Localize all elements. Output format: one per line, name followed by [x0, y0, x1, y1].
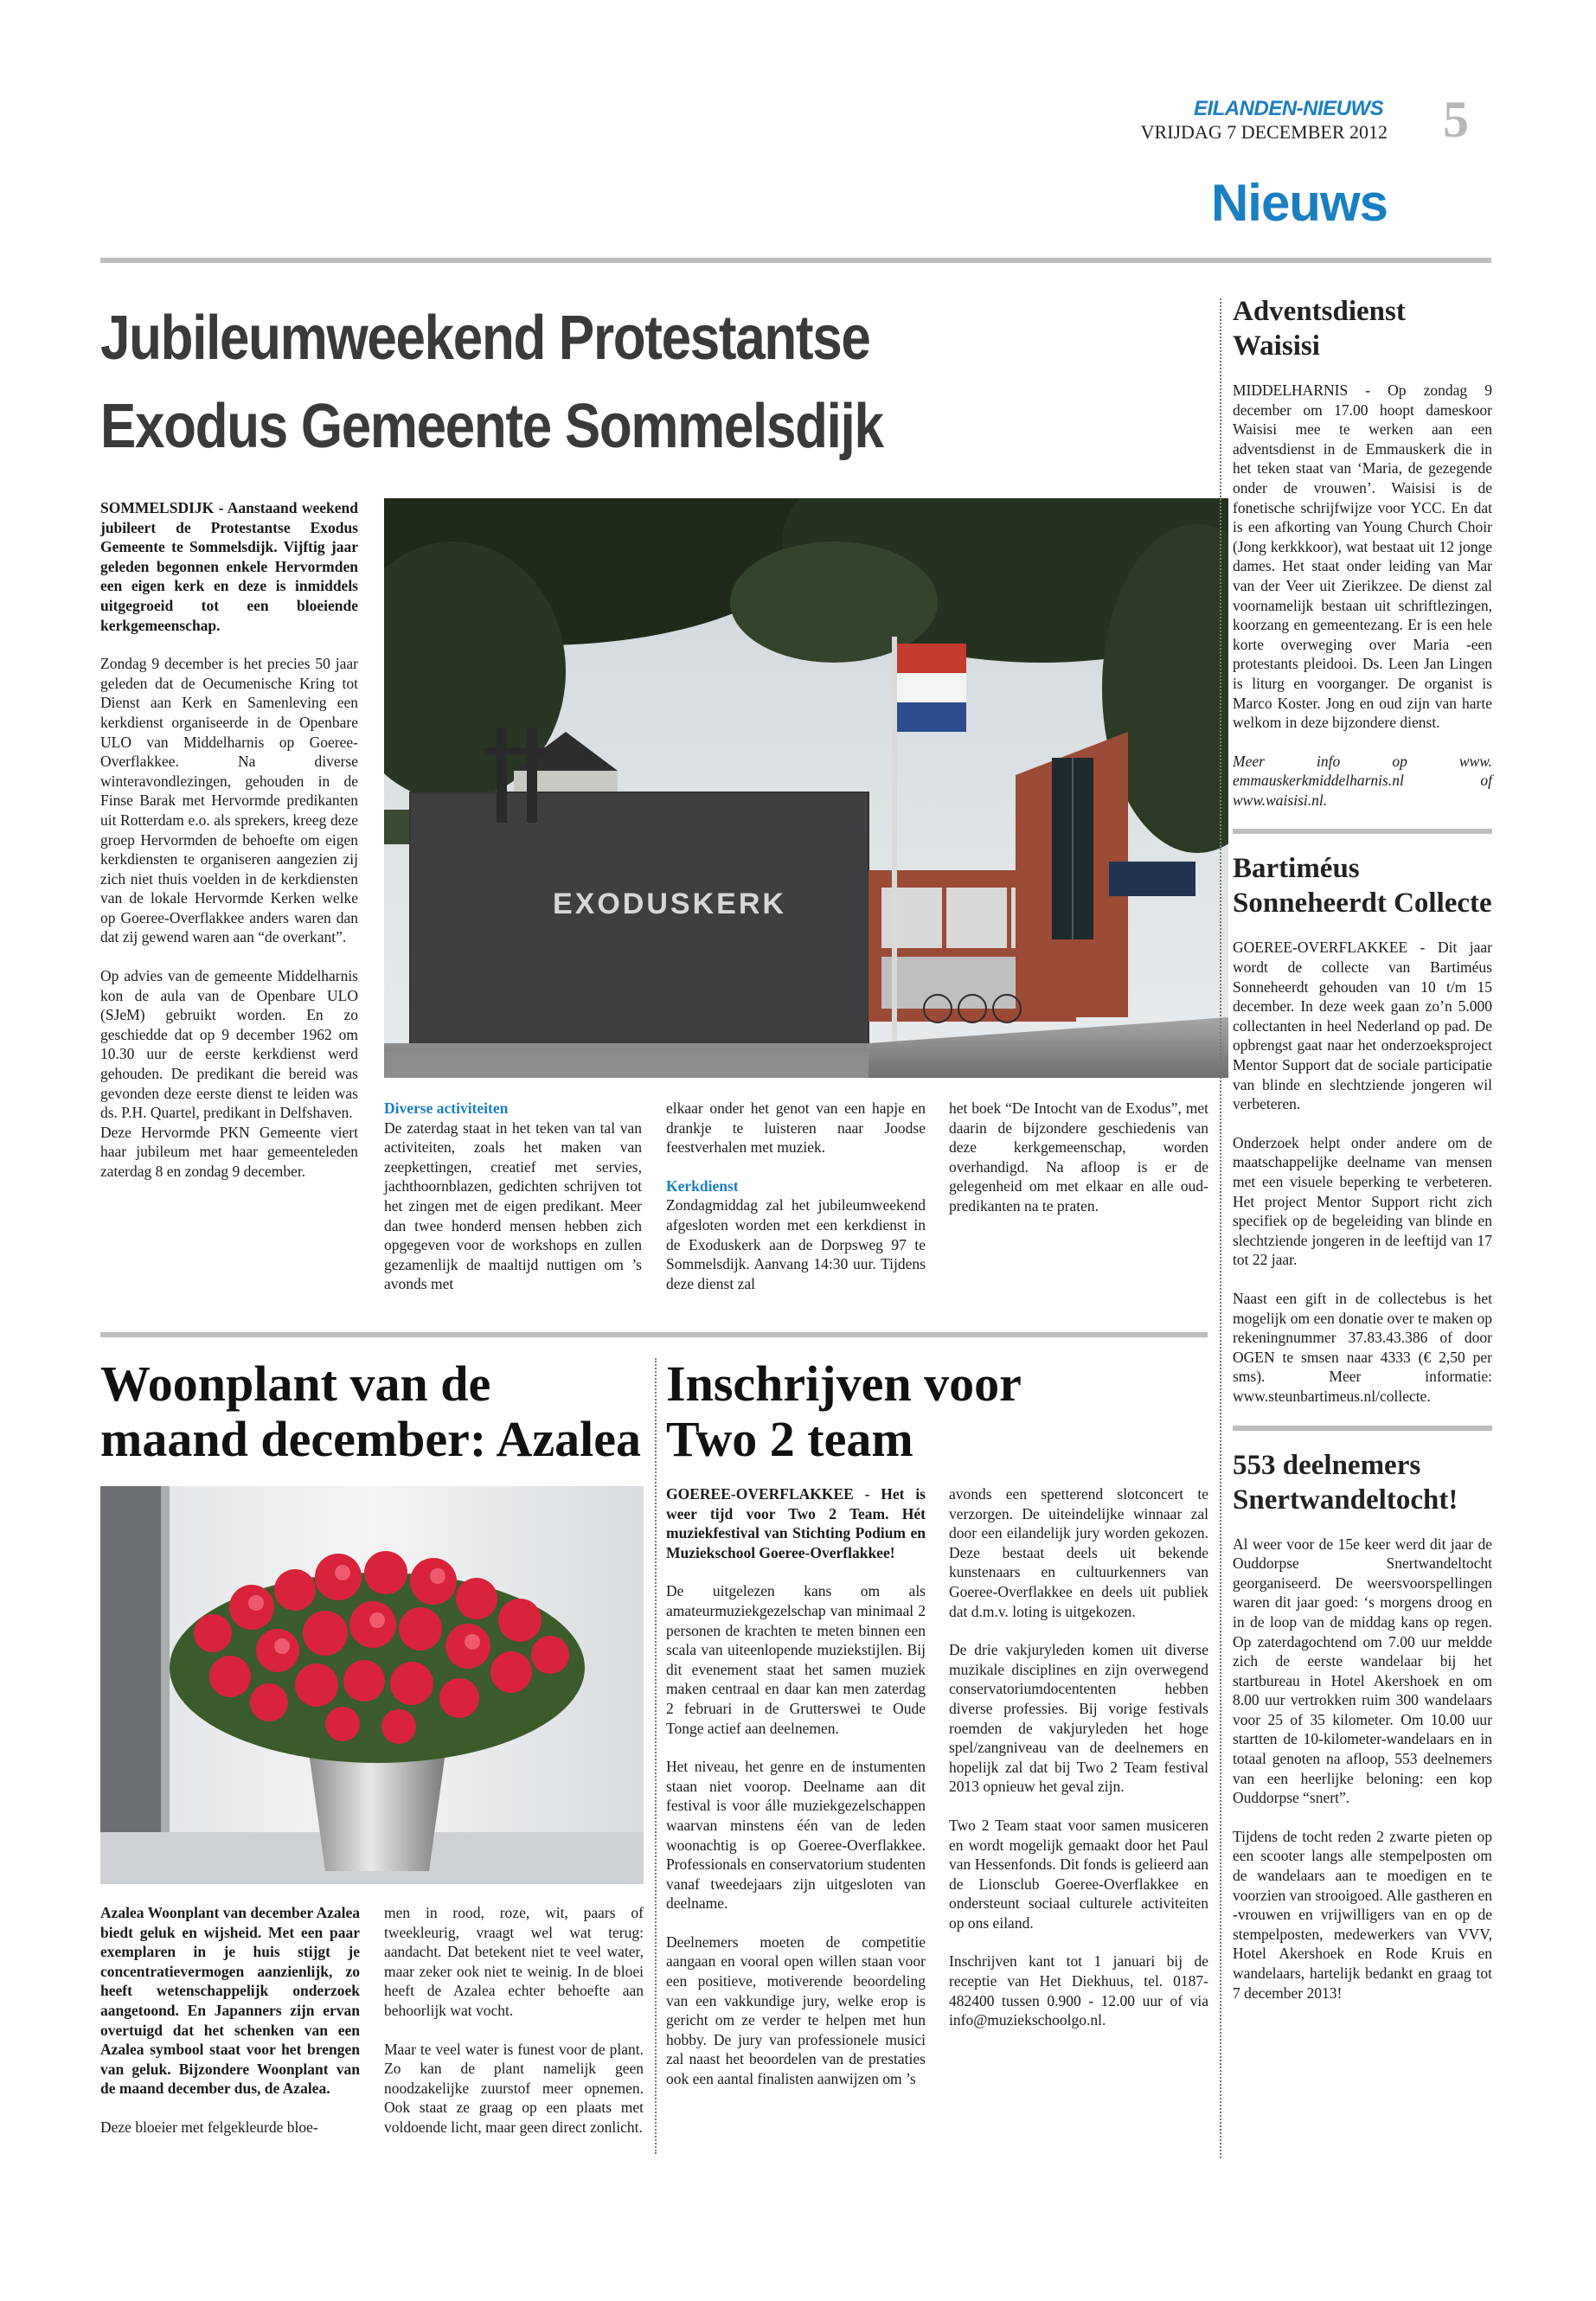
sidebar-divider: [1220, 298, 1221, 2158]
main-paragraph-3: Deze Hervormde PKN Gemeente viert haar jubileum met haar gemeenteleden zaterdag 8 en zondag 9 december.: [100, 1123, 358, 1180]
two2team-headline-line2: Two 2 team: [666, 1411, 913, 1467]
snertwandeltocht-title: 553 deelnemers Snertwandeltocht!: [1233, 1449, 1458, 1516]
main-column-1: [100, 498, 358, 1201]
sidebar-rule-2: [1233, 1426, 1492, 1431]
two2team-col2-paragraph-1: avonds een spetterend slotconcert te verzorgen. De uiteindelijke winnaar zal door een eilandelijk jury worden gekozen. Deze bestaat deels uit bekende kunstenaars en cultuurkenners van Goeree-Overflakkee en deels uit publiek dat d.m.v. loting is uitgekozen.: [949, 1485, 1208, 1620]
azalea-col2-paragraph-2: Maar te veel water is funest voor de plant. Zo kan de plant namelijk geen noodzakelijke zuurstof meer opnemen. Ook staat ze graag op een plaats met voldoende licht, maar geen direct zonlicht.: [384, 2040, 644, 2136]
main-column-3: [666, 1099, 926, 1293]
two2team-headline-line1: Inschrijven voor: [666, 1356, 1022, 1412]
bartimeus-paragraph-2: Onderzoek helpt onder andere om de maatschappelijke deelname van mensen met een visuele beperking te verbeteren. Het project Mentor Support richt zich specifiek op de begeleiding van blinde en slechtziende jongeren in de leeftijd van 17 tot 22 jaar.: [1233, 1133, 1492, 1269]
main-col3-text2: Zondagmiddag zal het jubileumweekend afgesloten worden met een kerkdienst in de Exoduskerk aan de Dorpsweg 97 te Sommelsdijk. Aanvang 14:30 uur. Tijdens deze dienst zal: [666, 1196, 926, 1292]
main-paragraph-2: Op advies van de gemeente Middelharnis kon de aula van de Openbare ULO (SJeM) gebruikt worden. En zo geschiedde dat op 9 december 1962 om 10.30 uur de eerste kerkdienst werd gehouden. De predikant die bereid was gevonden deze eerste dienst te leiden was ds. P.H. Quartel, predikant in Delfshaven.: [100, 967, 358, 1122]
azalea-photo: [100, 1486, 644, 1884]
column-divider-1: [655, 1358, 657, 2154]
main-headline-line1: Jubileumweekend Protestantse: [100, 304, 870, 373]
snertwandeltocht-paragraph-1: Al weer voor de 15e keer werd dit jaar de Ouddorpse Snertwandeltocht georganiseerd. De weersvoorspellingen waren dit jaar goed: ‘s morgens droog en in de loop van de middag kans op regen. Op zaterdagochtend om 7.00 uur meldde zich de eerste wandelaar bij het startbureau in Hotel Akershoek en om 8.00 uur vertrokken ruim 300 wandelaars voor 25 of 35 kilometer. Om 10.00 uur startten de 10-kilometer-wandelaars en in totaal genoten na afloop, 553 deelnemers van een heerlijke beloning: een kop Ouddorpse “snert”.: [1233, 1535, 1492, 1807]
azalea-column-2: [384, 1903, 644, 2157]
bartimeus-paragraph-3: Naast een gift in de collectebus is het mogelijk om een donatie over te maken op rekeningnummer 37.83.43.386 of door OGEN te smsen naar 4333 (€ 2,50 per sms). Meer informatie: www.steunbartimeus.nl/collecte.: [1233, 1289, 1492, 1405]
masthead: EILANDEN-NIEUWS: [1194, 97, 1384, 120]
two2team-lead: GOEREE-OVERFLAKKEE - Het is weer tijd voor Two 2 Team. Hét muziekfestival van Stichting Podium en Muziekschool Goeree-Overflakkee!: [666, 1485, 926, 1561]
two2team-col2-paragraph-4: Inschrijven kant tot 1 januari bij de receptie van Het Diekhuus, tel. 0187-482400 tussen 0.900 - 12.00 uur of via info@muziekschoolgo.nl.: [949, 1952, 1208, 2029]
main-lead: SOMMELSDIJK - Aanstaand weekend jubileert de Protestantse Exodus Gemeente te Sommelsdijk. Vijftig jaar geleden begonnen enkele Hervormden een eigen kerk en deze is inmiddels uitgegroeid tot een bloeiende kerkgemeenschap.: [100, 499, 358, 634]
main-paragraph-1: Zondag 9 december is het precies 50 jaar geleden dat de Oecumenische Kring tot Dienst aan Kerk en Samenleving een kerkdienst organiseerde in de Openbare ULO van Middelharnis op Goeree-Overflakkee. Na diverse winteravondlezingen, gehouden in de Finse Barak met Hervormde predikanten uit Rotterdam e.o. als sprekers, kreeg deze groep Hervormden de behoefte om eigen kerkdiensten te organiseren aangezien zij zich niet thuis voelden in de kerkdiensten van de lokale Hervormde Kerken welke op Goeree-Overflakkee anders waren dan dat zij gewend waren aan “de overkant”.: [100, 655, 358, 946]
two2team-col2-paragraph-2: De drie vakjuryleden komen uit diverse muzikale disciplines en zijn overwegend conservatoriumdocententen hebben diverse professies. Bij vorige festivals roemden de vakjuryleden het hoge spel/zangniveau van de deelnemers en hopelijk zal dat bij Two 2 Team festival 2013 opnieuw het geval zijn.: [949, 1641, 1208, 1796]
main-column-4: [949, 1099, 1208, 1216]
page-number: 5: [1443, 91, 1469, 148]
snertwandeltocht-paragraph-2: Tijdens de tocht reden 2 zwarte pieten op een scooter langs alle stempelposten om de wandelaars aan te moedigen en te voorzien van strooigoed. Alle gastheren en -vrouwen en vrijwilligers van en op de stempelposten, medewerkers van VVV, Hotel Akershoek en Rode Kruis en wandelaars, hartelijk bedankt en graag tot 7 december 2013!: [1233, 1827, 1492, 2002]
azalea-col2-paragraph-1: men in rood, roze, wit, paars of tweekleurig, vraagt wel wat terug: aandacht. Dat betekent niet te veel water, maar zeker ook niet te weinig. In de bloei heeft de Azalea echter behoefte aan behoorlijk wat vocht.: [384, 1904, 644, 2019]
section-title: Nieuws: [1210, 174, 1388, 232]
adventsdienst-paragraph-1: MIDDELHARNIS - Op zondag 9 december om 17.00 hoopt dameskoor Waisisi mee te werken aan een adventsdienst in de Emmauskerk die in het teken staat van ‘Maria, de gezegende onder de vrouwen’. Waisisi is de fonetische schrijfwijze voor YCC. En dat is een afkorting van Young Church Choir (Jong kerkkkoor), wat bestaat uit 12 jonge dames. Het staat onder leiding van Mar van der Veer uit Zierikzee. De dienst zal voornamelijk bestaan uit schriftlezingen, koorzang en gemeentezang. Er is een hele korte overweging over Maria -een protestants pleidooi. Ds. Leen Jan Lingen is liturg en voorganger. De organist is Marco Koster. Jong en oud zijn van harte welkom in deze bijzondere dienst.: [1233, 381, 1492, 732]
main-headline-line2: Exodus Gemeente Sommelsdijk: [100, 392, 883, 461]
two2team-paragraph-2: Het niveau, het genre en de instumenten staan niet voorop. Deelname aan dit festival is voor álle muziekgezelschappen waarvan minstens één van de leden woonachtig is op Goeree-Overflakkee. Professionals en conservatorium studenten vanaf tweedejaars zijn uitgesloten van deelname.: [666, 1758, 926, 1913]
main-headline: [100, 294, 1030, 471]
exoduskerk-sign: EXODUSKERK: [553, 888, 786, 920]
azalea-lead: Azalea Woonplant van december Azalea biedt geluk en wijsheid. Met een paar exemplaren in je huis stijgt je concentratievermogen aanzienlijk, zo heeft wetenschappelijk onderzoek aangetoond. En Japanners zijn ervan overtuigd dat het schenken van een Azalea symbool staat voor het brengen van geluk. Bijzondere Woonplant van de maand december dus, de Azalea.: [100, 1904, 360, 2098]
two2team-column-1: [666, 1484, 926, 2108]
azalea-column-1: [100, 1903, 360, 2157]
main-column-2: [384, 1099, 642, 1294]
sidebar-rule-1: [1233, 829, 1492, 834]
mid-rule: [100, 1332, 1208, 1337]
azalea-headline-line2: maand december: Azalea: [100, 1411, 641, 1467]
main-col2-text: De zaterdag staat in het teken van tal van activiteiten, zoals het maken van zeepkettingen, creatief met servies, jachthoornblazen, gedichten schrijven tot het zingen met de eigen predikant. Meer dan twee honderd mensen hebben zich opgegeven voor de workshops en zullen gezamenlijk de maaltijd nuttigen om ’s avonds met: [384, 1118, 642, 1293]
two2team-column-2: [949, 1484, 1208, 2049]
bartimeus-title: Bartiméus Sonneheerdt Collecte: [1233, 853, 1492, 920]
main-col3-text: elkaar onder het genot van een hapje en drankje te luisteren naar Joodse feestverhalen met muziek.: [666, 1099, 926, 1157]
adventsdienst-info: Meer info op www. emmauskerkmiddelharnis.nl of www.waisisi.nl.: [1233, 752, 1492, 809]
exoduskerk-photo: [384, 498, 1228, 1078]
two2team-headline: [666, 1356, 1220, 1467]
two2team-col2-paragraph-3: Two 2 Team staat voor samen musiceren en wordt mogelijk gemaakt door het Paul van Hessenfonds. Dit fonds is gelieerd aan de Lionsclub Goeree-Overflakkee en ondersteunt sociaal culturele activiteiten op ons eiland.: [949, 1816, 1208, 1932]
subhead-kerkdienst: Kerkdienst: [666, 1176, 739, 1195]
azalea-paragraph-1: Deze bloeier met felgekleurde bloe-: [100, 2118, 318, 2136]
azalea-headline-line1: Woonplant van de: [100, 1356, 491, 1412]
sidebar: [1233, 294, 1492, 2022]
azalea-headline: [100, 1356, 654, 1467]
subhead-diverse-activiteiten: Diverse activiteiten: [384, 1099, 509, 1117]
bartimeus-paragraph-1: GOEREE-OVERFLAKKEE - Dit jaar wordt de collecte van Bartiméus Sonneheerdt gehouden van 10 t/m 15 december. In deze week gaan zo’n 5.000 collectanten in heel Nederland op pad. De opbrengst gaat naar het onderzoeksproject Mentor Support dat de sociale participatie van blinde en slechtziende jongeren wil verbeteren.: [1233, 939, 1492, 1113]
main-col4-text: het boek “De Intocht van de Exodus”, met daarin de bijzondere geschiedenis van deze kerkgemeenschap, worden overhandigd. Na afloop is er de gelegenheid om met elkaar en alle oud-predikanten na te praten.: [949, 1099, 1208, 1215]
adventsdienst-title: Adventsdienst Waisisi: [1233, 296, 1406, 362]
issue-date: VRIJDAG 7 DECEMBER 2012: [1140, 121, 1388, 143]
two2team-paragraph-1: De uitgelezen kans om als amateurmuziekgezelschap van minimaal 2 personen de krachten te meten binnen een scala van uiteenlopende muziekstijlen. Bij dit evenement staat het samen muziek maken centraal en daar kan men zaterdag 2 februari in de Grutterswei te Oude Tonge actief aan deelnemen.: [666, 1582, 926, 1737]
two2team-paragraph-3: Deelnemers moeten de competitie aangaan en vooral open willen staan voor een positieve, motiverende beoordeling van een vakkundige jury, welke erop is gericht om ze verder te helpen met hun hobby. De jury van professionele musici zal naast het beoordelen van de prestaties ook een aantal finalisten aanwijzen om ’s: [666, 1932, 926, 2088]
header-rule: [100, 258, 1491, 263]
